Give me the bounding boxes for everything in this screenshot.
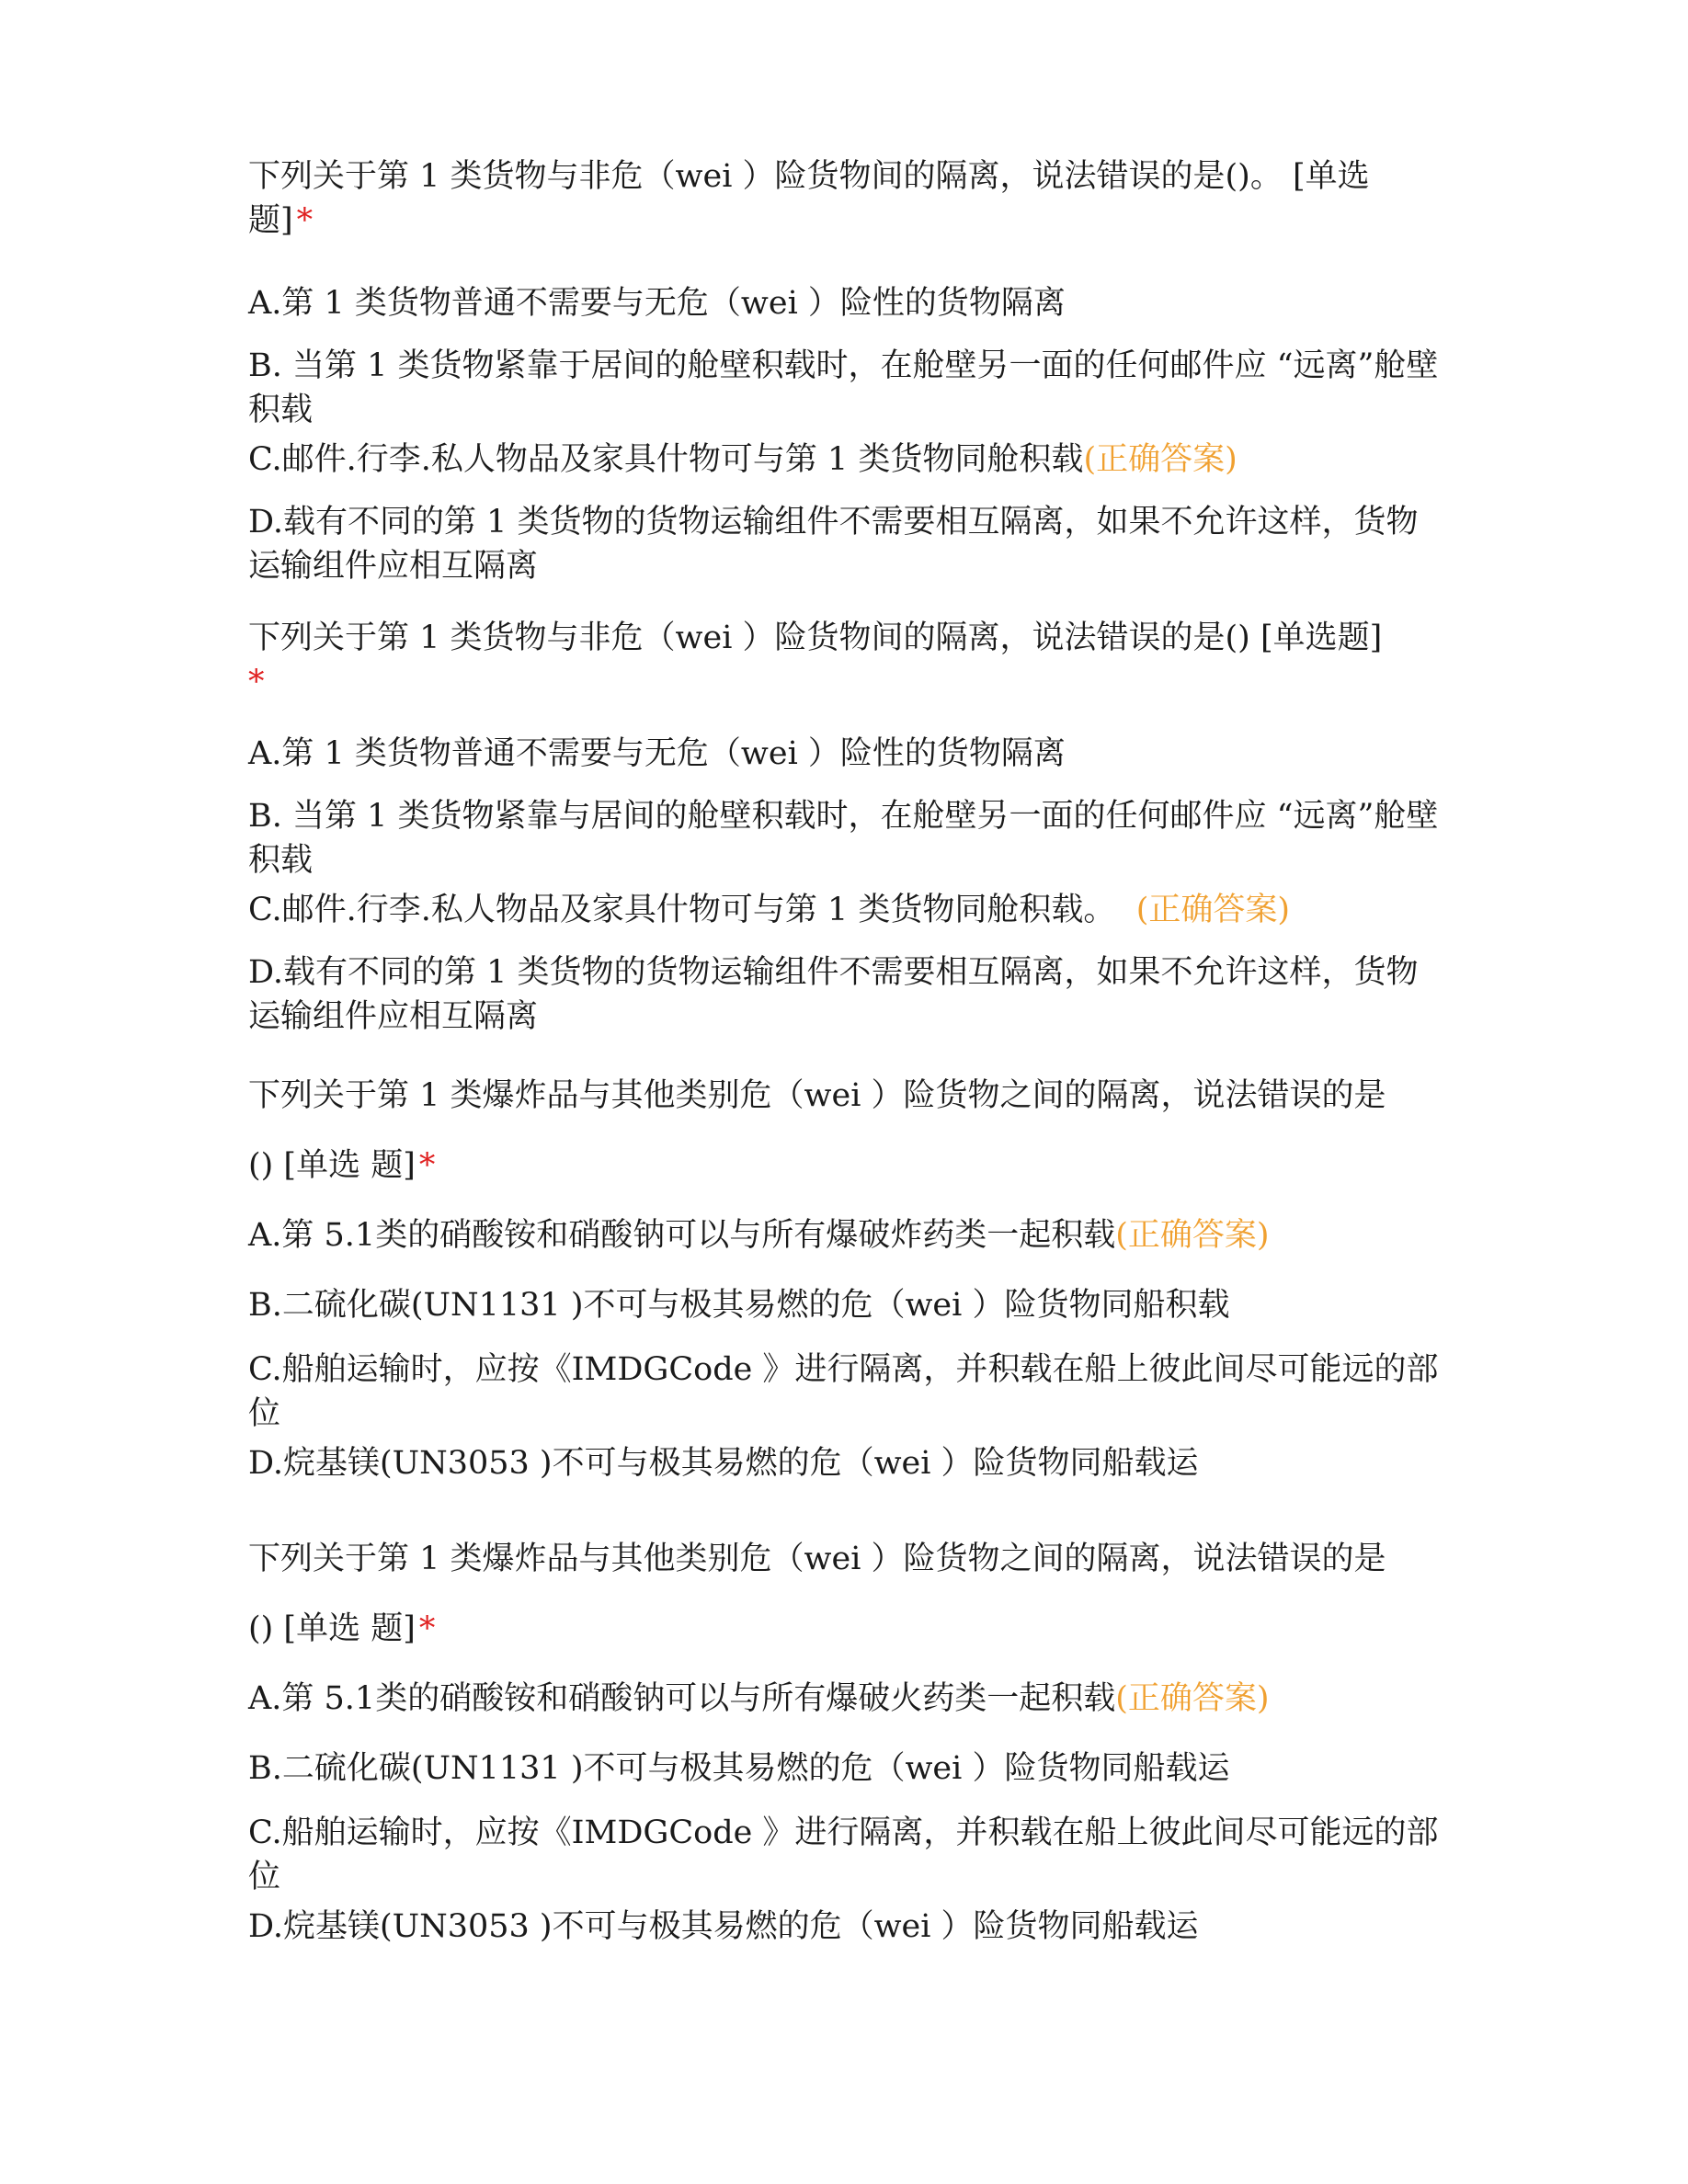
- question-3-option-b: B.二硫化碳(UN1131 )不可与极其易燃的危（wei ）险货物同船积载: [248, 1287, 1230, 1324]
- question-1-title-line-2: 题] *: [248, 202, 314, 239]
- required-asterisk: *: [296, 202, 314, 239]
- question-1-option-b-line-1: B. 当第 1 类货物紧靠于居间的舱壁积载时，在舱壁另一面的任何邮件应 “远离”舱壁: [248, 347, 1439, 384]
- required-asterisk: *: [418, 1610, 436, 1647]
- correct-answer-tag: (正确答案): [1115, 1217, 1270, 1254]
- question-1-title-line-1: 下列关于第 1 类货物与非危（wei ）险货物间的隔离，说法错误的是()。 [单选: [248, 158, 1370, 195]
- question-4-title-line-1: 下列关于第 1 类爆炸品与其他类别危（wei ）险货物之间的隔离，说法错误的是: [248, 1541, 1386, 1577]
- question-1-option-d-line-1: D.载有不同的第 1 类货物的货物运输组件不需要相互隔离，如果不允许这样，货物: [248, 504, 1419, 540]
- question-2-option-d-line-1: D.载有不同的第 1 类货物的货物运输组件不需要相互隔离，如果不允许这样，货物: [248, 954, 1419, 991]
- required-asterisk: *: [248, 664, 265, 700]
- correct-answer-tag: (正确答案): [1115, 1680, 1270, 1717]
- correct-answer-tag: (正确答案): [1115, 892, 1290, 928]
- question-3-option-d: D.烷基镁(UN3053 )不可与极其易燃的危（wei ）险货物同船载运: [248, 1445, 1199, 1482]
- question-3-title-line-2: () [单选 题] *: [248, 1147, 436, 1184]
- question-3-title-line-1: 下列关于第 1 类爆炸品与其他类别危（wei ）险货物之间的隔离，说法错误的是: [248, 1077, 1386, 1114]
- question-2-option-b-line-2: 积载: [248, 842, 314, 879]
- required-asterisk: *: [418, 1147, 436, 1184]
- question-4-option-c-line-1: C.船舶运输时，应按《IMDGCode 》进行隔离，并积载在船上彼此间尽可能远的部: [248, 1814, 1439, 1851]
- correct-answer-tag: (正确答案): [1083, 441, 1237, 478]
- question-3-option-a: A.第 5.1类的硝酸铵和硝酸钠可以与所有爆破炸药类一起积载(正确答案): [248, 1217, 1270, 1254]
- question-2-option-b-line-1: B. 当第 1 类货物紧靠与居间的舱壁积载时，在舱壁另一面的任何邮件应 “远离”舱壁: [248, 798, 1439, 835]
- question-2-title-line-2: [248, 660, 1443, 704]
- question-1-option-c: C.邮件.行李.私人物品及家具什物可与第 1 类货物同舱积载(正确答案): [248, 441, 1237, 478]
- question-4-title-line-2: () [单选 题] *: [248, 1610, 436, 1647]
- question-1-option-d-line-2: 运输组件应相互隔离: [248, 548, 539, 585]
- question-4-option-a: A.第 5.1类的硝酸铵和硝酸钠可以与所有爆破火药类一起积载(正确答案): [248, 1680, 1270, 1717]
- question-2-option-d-line-2: 运输组件应相互隔离: [248, 998, 539, 1035]
- question-2-option-a: A.第 1 类货物普通不需要与无危（wei ）险性的货物隔离: [248, 735, 1066, 772]
- question-4-option-d: D.烷基镁(UN3053 )不可与极其易燃的危（wei ）险货物同船载运: [248, 1908, 1199, 1945]
- question-2-option-c: C.邮件.行李.私人物品及家具什物可与第 1 类货物同舱积载。 (正确答案): [248, 892, 1290, 928]
- question-3-option-c-line-2: 位: [248, 1395, 281, 1432]
- question-4-option-b: B.二硫化碳(UN1131 )不可与极其易燃的危（wei ）险货物同船载运: [248, 1750, 1230, 1787]
- question-3-option-c-line-1: C.船舶运输时，应按《IMDGCode 》进行隔离，并积载在船上彼此间尽可能远的部: [248, 1351, 1439, 1388]
- question-4-option-c-line-2: 位: [248, 1859, 281, 1895]
- question-2-title-line-1: 下列关于第 1 类货物与非危（wei ）险货物间的隔离，说法错误的是() [单选题]: [248, 620, 1383, 656]
- question-1-option-a: A.第 1 类货物普通不需要与无危（wei ）险性的货物隔离: [248, 285, 1066, 322]
- question-1-option-b-line-2: 积载: [248, 392, 314, 428]
